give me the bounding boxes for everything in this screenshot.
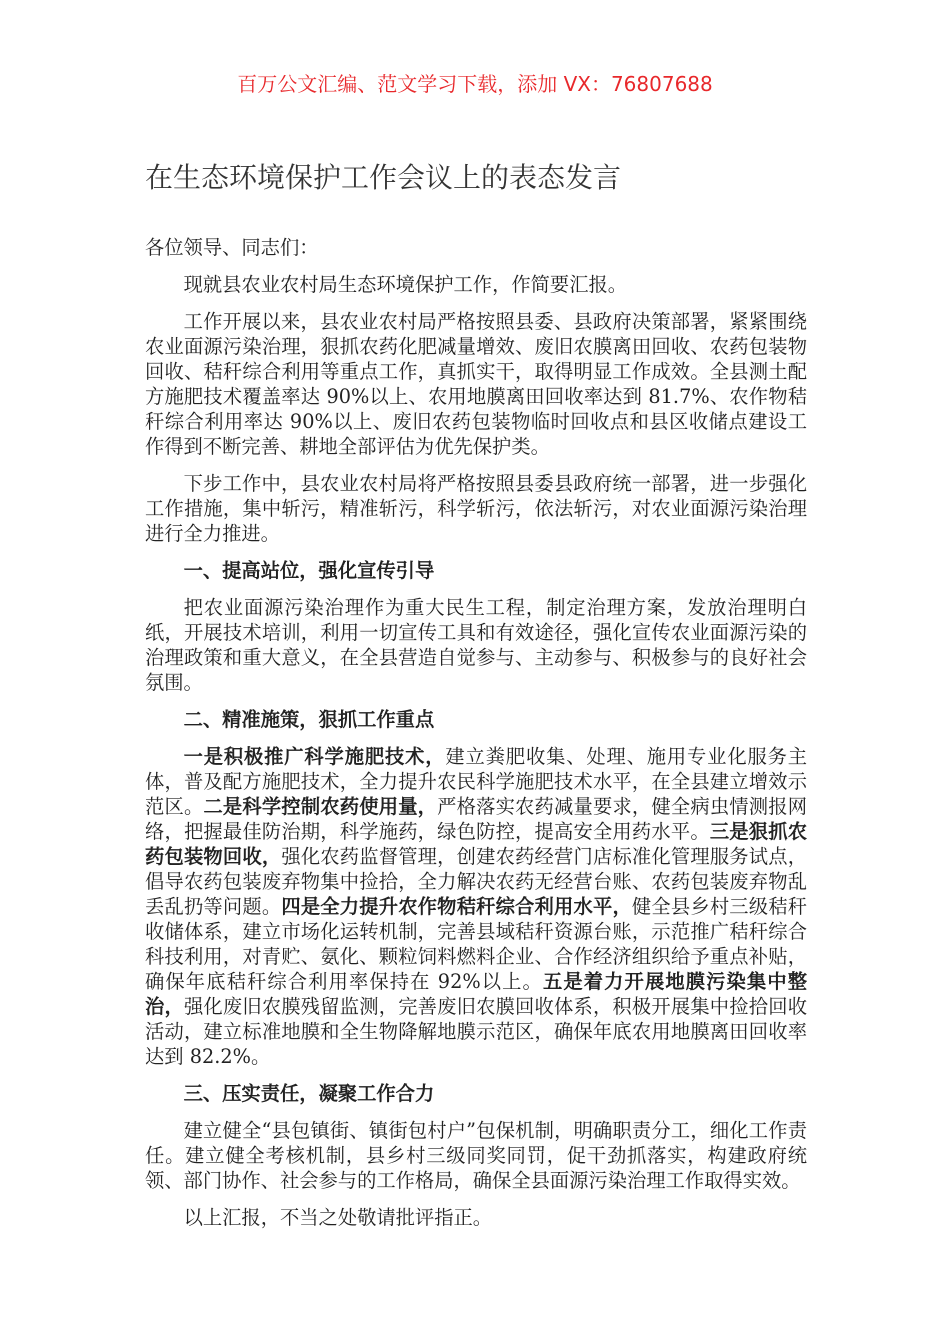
document-body xyxy=(145,235,807,1242)
text-segment: 三、压实责任，凝聚工作合力 xyxy=(183,1082,435,1105)
paragraph xyxy=(145,595,807,695)
text-segment: 强化废旧农膜残留监测，完善废旧农膜回收体系，积极开展集中捡拾回收活动，建立标准地膜和全生物降解地膜示范区，确保年底农用地膜离田回收率达到 82.2%。 xyxy=(145,995,807,1068)
section-heading xyxy=(145,707,807,732)
salutation: 各位领导、同志们： xyxy=(145,236,319,259)
section-heading xyxy=(145,1081,807,1106)
text-segment: 严格落实农药减量要求，健全病虫情测报网络，把握最佳防治期，科学施药，绿色防控，提高安全用药水平。 xyxy=(145,795,808,843)
text-segment: 健全县乡村三级秸秆收储体系，建立市场化运转机制，完善县域秸秆资源台账，示范推广秸秆综合科技利用，对青贮、氨化、颗粒饲料燃料企业、合作经济组织给予重点补贴，确保年底秸秆综合利用率保持在 92%以上。 xyxy=(145,895,808,993)
paragraph xyxy=(145,1205,807,1230)
text-segment: 工作开展以来，县农业农村局严格按照县委、县政府决策部署，紧紧围绕农业面源污染治理，狠抓农药化肥减量增效、废旧农膜离田回收、农药包装物回收、秸秆综合利用等重点工作，真抓实干，取得明显工作成效。全县测土配方施肥技术覆盖率达 90%以上、农用地膜离田回收率达到 81.7%、农作物秸秆综合利用率达 90%以上、废旧农药包装物临时回收点和县区收储点建设工作得到不断完善、耕地全部评估为优先保护类。 xyxy=(145,310,807,458)
text-segment: 二、精准施策，狠抓工作重点 xyxy=(183,708,435,731)
paragraph xyxy=(145,309,807,459)
text-segment: 建立粪肥收集、处理、施用专业化服务主体，普及配方施肥技术，全力提升农民科学施肥技术水平，在全县建立增效示范区。 xyxy=(145,745,808,818)
bold-lead-phrase: 一是积极推广科学施肥技术， xyxy=(183,745,446,768)
bold-lead-phrase: 二是科学控制农药使用量， xyxy=(203,795,438,818)
text-segment: 建立健全“县包镇街、镇街包村户”包保机制，明确职责分工，细化工作责任。建立健全考核机制，县乡村三级同奖同罚，促干劲抓落实，构建政府统领、部门协作、社会参与的工作格局，确保全县面源污染治理工作取得实效。 xyxy=(145,1119,807,1192)
paragraph xyxy=(145,1118,807,1193)
promo-banner: 百万公文汇编、范文学习下载，添加 VX：76807688 xyxy=(237,72,713,96)
paragraphs xyxy=(145,272,807,1230)
document-title: 在生态环境保护工作会议上的表态发言 xyxy=(145,161,622,194)
text-segment: 一、提高站位，强化宣传引导 xyxy=(183,559,435,582)
text-segment: 下步工作中，县农业农村局将严格按照县委县政府统一部署，进一步强化工作措施，集中斩污，精准斩污，科学斩污，依法斩污，对农业面源污染治理进行全力推进。 xyxy=(145,472,807,545)
section-heading xyxy=(145,558,807,583)
bold-lead-phrase: 三是狠抓农药包装物回收， xyxy=(145,820,807,868)
bold-lead-phrase: 五是着力开展地膜污染集中整治， xyxy=(145,970,808,1018)
text-segment: 把农业面源污染治理作为重大民生工程，制定治理方案，发放治理明白纸，开展技术培训，利用一切宣传工具和有效途径，强化宣传农业面源污染的治理政策和重大意义，在全县营造自觉参与、主动参与、积极参与的良好社会氛围。 xyxy=(145,596,807,694)
paragraph xyxy=(145,471,807,546)
text-segment: 以上汇报，不当之处敬请批评指正。 xyxy=(183,1206,493,1229)
paragraph xyxy=(145,744,807,1069)
text-segment: 强化农药监督管理，创建农药经营门店标准化管理服务试点，倡导农药包装废弃物集中捡拾，全力解决农药无经营台账、农药包装废弃物乱丢乱扔等问题。 xyxy=(145,845,808,918)
paragraph xyxy=(145,272,807,297)
bold-lead-phrase: 四是全力提升农作物秸秆综合利用水平， xyxy=(281,895,632,918)
text-segment: 现就县农业农村局生态环境保护工作，作简要汇报。 xyxy=(183,273,628,296)
